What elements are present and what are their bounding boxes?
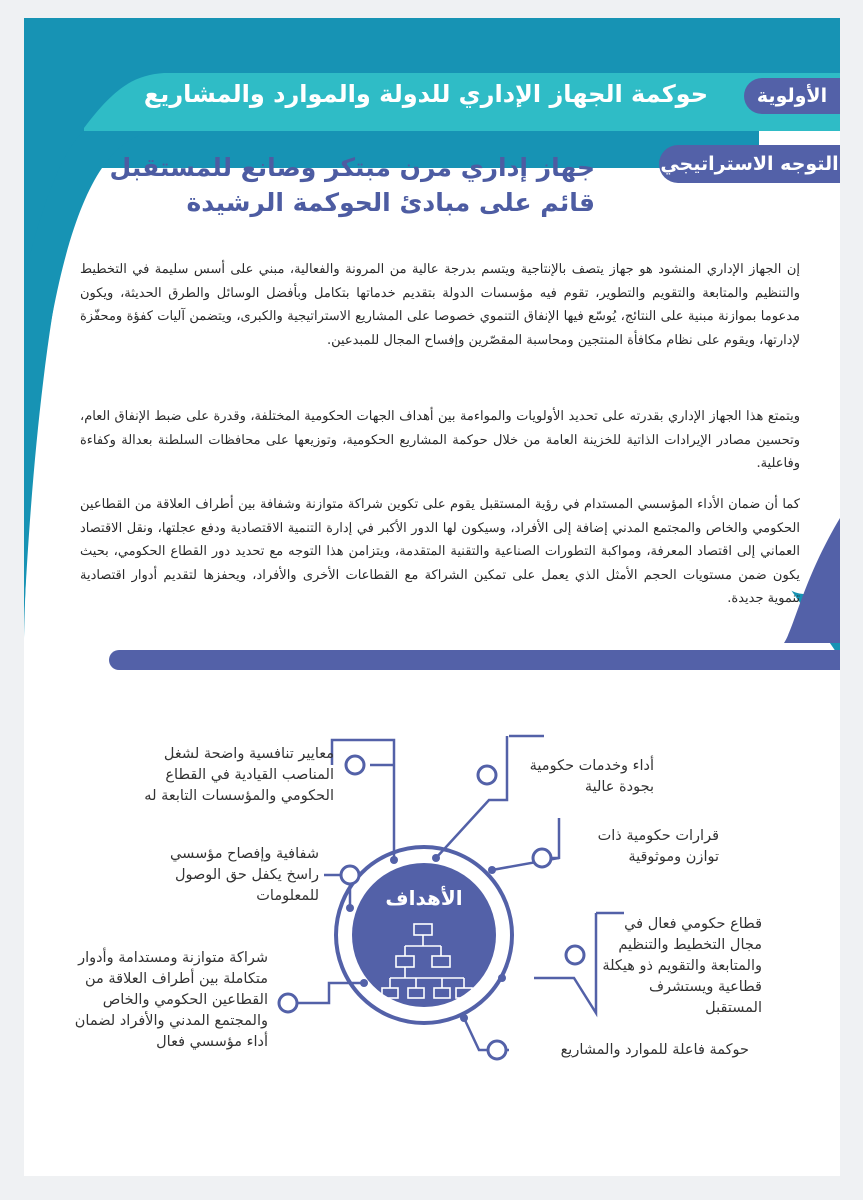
goal-item: حوكمة فاعلة للموارد والمشاريع [560, 1042, 749, 1058]
goal-item: قطاع حكومي فعال في مجال التخطيط والتنظيم والمتابعة والتقويم ذو هيكلة قطاعية ويستشرف المستقبل [602, 916, 762, 1016]
paragraph: كما أن ضمان الأداء المؤسسي المستدام في رؤية المستقبل يقوم على تكوين شراكة متوازنة وشفافة بين أطراف العلاقة من القطاعين الحكومي والخاص والمجتمع المدني إضافة إلى الأفراد، وسيكون لها الدور الأكبر في إدارة التنمية الاقتصادية ودفع عجلتها، ونقل الاقتصاد العماني إلى اقتصاد المعرفة، ومواكبة التطورات الصناعية والتقنية المتقدمة، ويتزامن هذا التوجه مع تحديد دور القطاع الحكومي، بحيث يكون ضمن مستويات الحجم الأمثل الذي يعمل على تمكين الشراكة مع القطاعات الأخرى والأفراد، ويحفزها لتقديم أدوار اقتصادية تنموية جديدة. [80, 497, 800, 606]
paragraph: ويتمتع هذا الجهاز الإداري بقدرته على تحديد الأولويات والمواءمة بين أهداف الجهات الحكومية المختلفة، وقدرة على ضبط الإنفاق العام، وتحسين مصادر الإيرادات الذاتية للخزينة العامة من خلال حوكمة المشاريع الحكومية، وتوزيعها على محافظات السلطنة بعدالة وكفاءة وفاعلية. [80, 409, 800, 471]
goals-title: الأهداف [385, 886, 463, 910]
priority-badge: الأولوية [744, 78, 840, 114]
heading-line: قائم على مبادئ الحوكمة الرشيدة [186, 188, 595, 217]
heading-line: جهاز إداري مرن مبتكر وصانع للمستقبل [109, 153, 595, 182]
connector-line [332, 740, 394, 860]
goal-item: شراكة متوازنة ومستدامة وأدوار متكاملة بين أطراف العلاقة من القطاعين الحكومي والخاص والمجتمع المدني والأفراد لضمان أداء مؤسسي فعال [74, 950, 268, 1050]
goal-item: معايير تنافسية واضحة لشغل المناصب القيادية في القطاع الحكومي والمؤسسات التابعة له [144, 746, 334, 804]
goal-item: قرارات حكومية ذات توازن وموثوقية [597, 828, 719, 865]
paragraph: إن الجهاز الإداري المنشود هو جهاز يتصف بالإنتاجية ويتسم بدرجة عالية من المرونة والفعالية، مبني على أسس سليمة في التخطيط والتنظيم والمتابعة والتقويم والتطوير، تقوم فيه مؤسسات الدولة بتقديم خدماتها بتكامل وبأفضل الوسائل والطرق الحديثة، ويكون مدعوما بموازنة مبنية على النتائج، يُوسّع فيها الإنفاق التنموي خصوصا على المشاريع الاستراتيجية والكبرى، ويتضمن آليات كفؤة ومحفّزة لإدارتها، ويقوم على نظام مكافأة المنتجين ومحاسبة المقصّرين وإفساح المجال للمبدعين. [80, 262, 800, 348]
priority-title: حوكمة الجهاز الإداري للدولة والموارد والمشاريع [143, 80, 708, 108]
goal-item: شفافية وإفصاح مؤسسي راسخ يكفل حق الوصول للمعلومات [170, 846, 319, 904]
goal-item: أداء وخدمات حكومية بجودة عالية [529, 758, 654, 795]
document-page [24, 18, 840, 1176]
strategic-direction-badge: التوجه الاستراتيجي [659, 145, 840, 183]
